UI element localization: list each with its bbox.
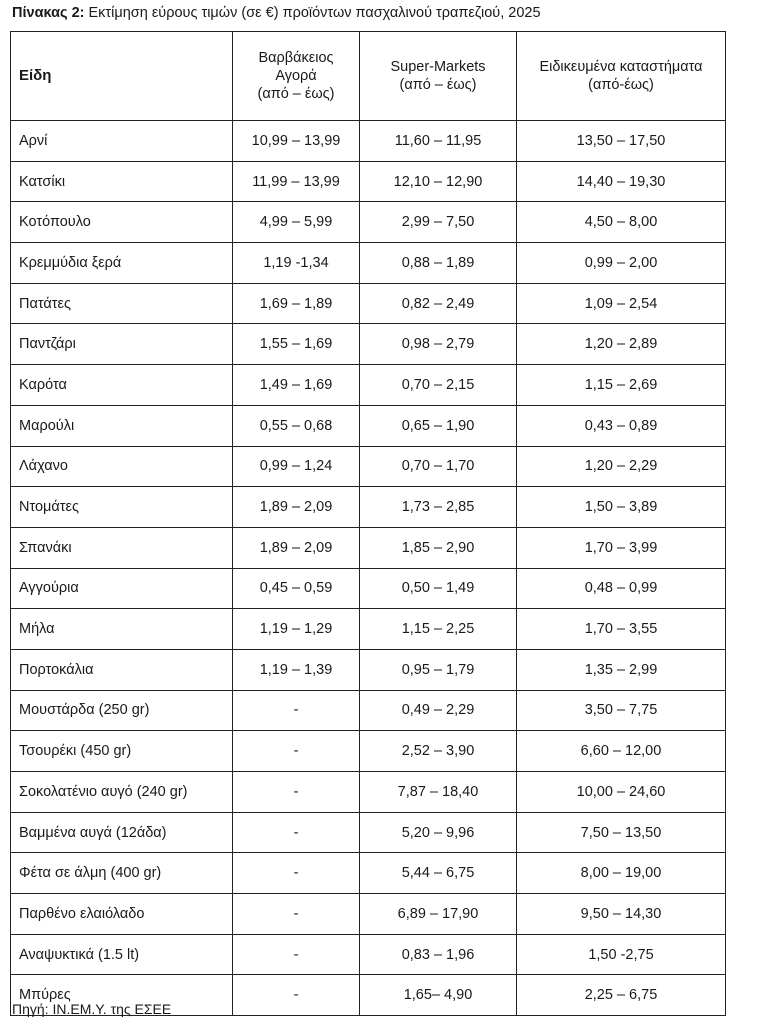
varvakeios-cell: - [233, 690, 360, 731]
specialized-cell: 0,48 – 0,99 [517, 568, 726, 609]
supermarkets-cell: 0,95 – 1,79 [360, 649, 517, 690]
supermarkets-cell: 0,49 – 2,29 [360, 690, 517, 731]
source-note: Πηγή: ΙΝ.ΕΜ.Υ. της ΕΣΕΕ [12, 1001, 172, 1017]
specialized-cell: 1,15 – 2,69 [517, 365, 726, 406]
specialized-cell: 2,25 – 6,75 [517, 975, 726, 1016]
header-item: Είδη [11, 32, 233, 121]
varvakeios-cell: 1,19 – 1,29 [233, 609, 360, 650]
supermarkets-cell: 0,83 – 1,96 [360, 934, 517, 975]
table-row [11, 812, 726, 853]
supermarkets-cell: 0,98 – 2,79 [360, 324, 517, 365]
varvakeios-cell: 11,99 – 13,99 [233, 161, 360, 202]
varvakeios-cell: 0,55 – 0,68 [233, 405, 360, 446]
item-cell: Πορτοκάλια [11, 649, 233, 690]
caption-text: Εκτίμηση εύρους τιμών (σε €) προϊόντων πασχαλινού τραπεζιού, 2025 [84, 5, 541, 21]
item-cell: Πατάτες [11, 283, 233, 324]
item-cell: Μουστάρδα (250 gr) [11, 690, 233, 731]
specialized-cell: 14,40 – 19,30 [517, 161, 726, 202]
item-cell: Παρθένο ελαιόλαδο [11, 894, 233, 935]
varvakeios-cell: 1,19 – 1,39 [233, 649, 360, 690]
varvakeios-cell: - [233, 853, 360, 894]
supermarkets-cell: 5,44 – 6,75 [360, 853, 517, 894]
varvakeios-cell: 0,45 – 0,59 [233, 568, 360, 609]
header-supermarkets [360, 32, 517, 121]
caption-label: Πίνακας 2: [12, 5, 85, 21]
item-cell: Παντζάρι [11, 324, 233, 365]
table-row [11, 487, 726, 528]
table-row [11, 609, 726, 650]
item-cell: Μαρούλι [11, 405, 233, 446]
specialized-cell: 1,20 – 2,29 [517, 446, 726, 487]
item-cell: Σοκολατένιο αυγό (240 gr) [11, 772, 233, 813]
header-varvakeios-line-2: Αγορά [275, 68, 317, 84]
supermarkets-cell: 11,60 – 11,95 [360, 121, 517, 162]
item-cell: Τσουρέκι (450 gr) [11, 731, 233, 772]
supermarkets-cell: 2,52 – 3,90 [360, 731, 517, 772]
table-row [11, 161, 726, 202]
item-cell: Μπύρες [11, 975, 233, 1016]
header-specialized [517, 32, 726, 121]
table-row [11, 324, 726, 365]
varvakeios-cell: - [233, 934, 360, 975]
specialized-cell: 1,70 – 3,99 [517, 527, 726, 568]
supermarkets-cell: 0,82 – 2,49 [360, 283, 517, 324]
varvakeios-cell: 4,99 – 5,99 [233, 202, 360, 243]
table-row [11, 405, 726, 446]
varvakeios-cell: 1,89 – 2,09 [233, 527, 360, 568]
table-row [11, 731, 726, 772]
price-range-table [10, 31, 726, 1016]
specialized-cell: 4,50 – 8,00 [517, 202, 726, 243]
header-supermarkets-line-1: Super-Markets [390, 59, 486, 75]
table-row [11, 121, 726, 162]
specialized-cell: 0,99 – 2,00 [517, 243, 726, 284]
specialized-cell: 13,50 – 17,50 [517, 121, 726, 162]
item-cell: Φέτα σε άλμη (400 gr) [11, 853, 233, 894]
item-cell: Αγγούρια [11, 568, 233, 609]
varvakeios-cell: 1,19 -1,34 [233, 243, 360, 284]
varvakeios-cell: - [233, 894, 360, 935]
varvakeios-cell: - [233, 772, 360, 813]
table-caption [12, 5, 541, 21]
supermarkets-cell: 7,87 – 18,40 [360, 772, 517, 813]
table-row [11, 243, 726, 284]
varvakeios-cell: 1,49 – 1,69 [233, 365, 360, 406]
item-cell: Καρότα [11, 365, 233, 406]
supermarkets-cell: 0,88 – 1,89 [360, 243, 517, 284]
varvakeios-cell: 1,89 – 2,09 [233, 487, 360, 528]
supermarkets-cell: 5,20 – 9,96 [360, 812, 517, 853]
header-specialized-line-2: (από-έως) [588, 77, 654, 93]
varvakeios-cell: 0,99 – 1,24 [233, 446, 360, 487]
item-cell: Κοτόπουλο [11, 202, 233, 243]
table-row [11, 568, 726, 609]
header-varvakeios-line-3: (από – έως) [257, 86, 335, 102]
table-row [11, 690, 726, 731]
supermarkets-cell: 1,65– 4,90 [360, 975, 517, 1016]
supermarkets-cell: 0,70 – 1,70 [360, 446, 517, 487]
specialized-cell: 10,00 – 24,60 [517, 772, 726, 813]
table-row [11, 853, 726, 894]
header-varvakeios-line-1: Βαρβάκειος [258, 50, 334, 66]
specialized-cell: 0,43 – 0,89 [517, 405, 726, 446]
header-specialized-line-1: Ειδικευμένα καταστήματα [539, 59, 703, 75]
specialized-cell: 1,09 – 2,54 [517, 283, 726, 324]
item-cell: Σπανάκι [11, 527, 233, 568]
supermarkets-cell: 12,10 – 12,90 [360, 161, 517, 202]
supermarkets-cell: 0,50 – 1,49 [360, 568, 517, 609]
supermarkets-cell: 6,89 – 17,90 [360, 894, 517, 935]
specialized-cell: 9,50 – 14,30 [517, 894, 726, 935]
header-varvakeios [233, 32, 360, 121]
supermarkets-cell: 1,73 – 2,85 [360, 487, 517, 528]
specialized-cell: 1,20 – 2,89 [517, 324, 726, 365]
supermarkets-cell: 0,65 – 1,90 [360, 405, 517, 446]
item-cell: Λάχανο [11, 446, 233, 487]
table-row [11, 894, 726, 935]
item-cell: Αρνί [11, 121, 233, 162]
table-row [11, 283, 726, 324]
supermarkets-cell: 1,85 – 2,90 [360, 527, 517, 568]
table-row [11, 527, 726, 568]
varvakeios-cell: 1,55 – 1,69 [233, 324, 360, 365]
varvakeios-cell: - [233, 975, 360, 1016]
supermarkets-cell: 1,15 – 2,25 [360, 609, 517, 650]
specialized-cell: 1,50 -2,75 [517, 934, 726, 975]
table-row [11, 772, 726, 813]
specialized-cell: 1,70 – 3,55 [517, 609, 726, 650]
item-cell: Κατσίκι [11, 161, 233, 202]
specialized-cell: 1,50 – 3,89 [517, 487, 726, 528]
specialized-cell: 3,50 – 7,75 [517, 690, 726, 731]
item-cell: Μήλα [11, 609, 233, 650]
table-row [11, 446, 726, 487]
specialized-cell: 1,35 – 2,99 [517, 649, 726, 690]
item-cell: Ντομάτες [11, 487, 233, 528]
varvakeios-cell: 1,69 – 1,89 [233, 283, 360, 324]
table-row [11, 365, 726, 406]
item-cell: Βαμμένα αυγά (12άδα) [11, 812, 233, 853]
table-row [11, 649, 726, 690]
supermarkets-cell: 2,99 – 7,50 [360, 202, 517, 243]
header-supermarkets-line-2: (από – έως) [399, 77, 477, 93]
varvakeios-cell: 10,99 – 13,99 [233, 121, 360, 162]
varvakeios-cell: - [233, 812, 360, 853]
table-row [11, 934, 726, 975]
varvakeios-cell: - [233, 731, 360, 772]
table-row [11, 202, 726, 243]
header-row [11, 32, 726, 121]
specialized-cell: 8,00 – 19,00 [517, 853, 726, 894]
specialized-cell: 7,50 – 13,50 [517, 812, 726, 853]
supermarkets-cell: 0,70 – 2,15 [360, 365, 517, 406]
specialized-cell: 6,60 – 12,00 [517, 731, 726, 772]
item-cell: Κρεμμύδια ξερά [11, 243, 233, 284]
item-cell: Αναψυκτικά (1.5 lt) [11, 934, 233, 975]
